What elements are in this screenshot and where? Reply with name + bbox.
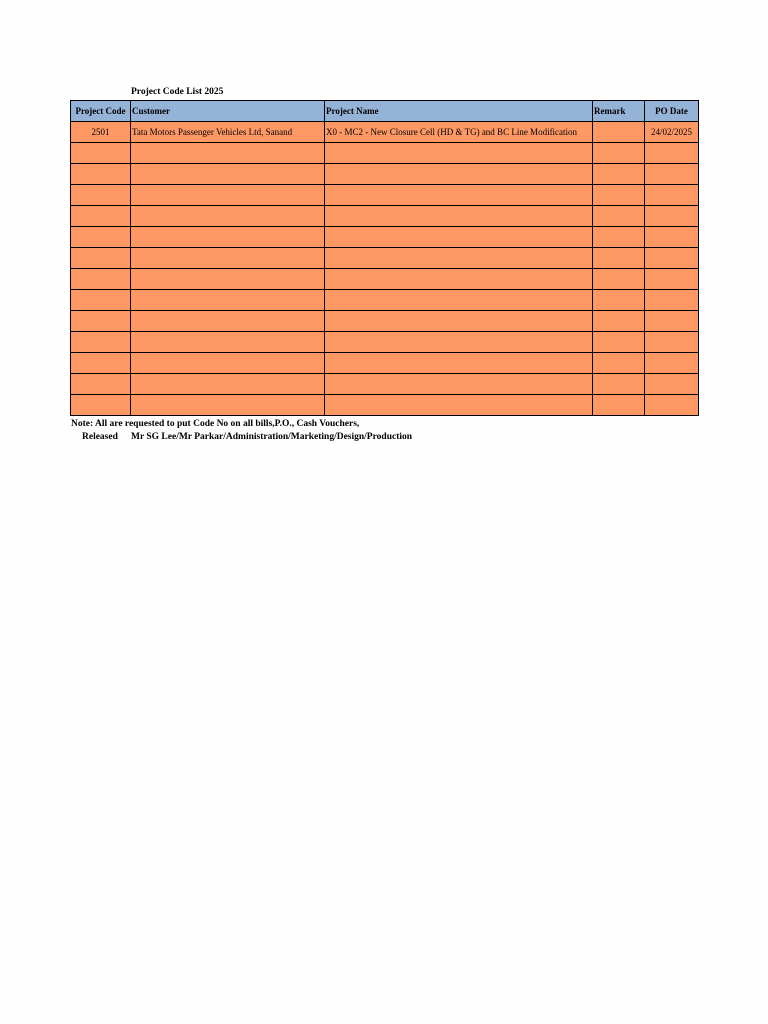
cell-po-date[interactable] <box>645 374 699 395</box>
cell-project-name[interactable] <box>325 143 593 164</box>
cell-remark[interactable] <box>593 395 645 416</box>
cell-po-date[interactable] <box>645 311 699 332</box>
page-title: Project Code List 2025 <box>131 87 224 97</box>
cell-project-name[interactable] <box>325 164 593 185</box>
cell-po-date[interactable] <box>645 227 699 248</box>
cell-project-code[interactable]: 2501 <box>71 122 131 143</box>
table-row <box>71 185 699 206</box>
cell-po-date[interactable] <box>645 206 699 227</box>
cell-customer[interactable] <box>131 206 325 227</box>
cell-po-date[interactable] <box>645 332 699 353</box>
cell-project-name[interactable] <box>325 290 593 311</box>
cell-remark[interactable] <box>593 185 645 206</box>
table-row <box>71 143 699 164</box>
cell-remark[interactable] <box>593 269 645 290</box>
table-row <box>71 164 699 185</box>
cell-customer[interactable] <box>131 290 325 311</box>
cell-po-date[interactable] <box>645 395 699 416</box>
cell-po-date[interactable] <box>645 185 699 206</box>
project-code-table <box>70 100 699 416</box>
table-row <box>71 206 699 227</box>
cell-customer[interactable] <box>131 332 325 353</box>
cell-project-name[interactable] <box>325 185 593 206</box>
cell-remark[interactable] <box>593 311 645 332</box>
released-label: Released <box>82 432 118 442</box>
cell-po-date[interactable] <box>645 143 699 164</box>
cell-project-name[interactable] <box>325 248 593 269</box>
cell-project-name[interactable] <box>325 353 593 374</box>
cell-po-date[interactable] <box>645 248 699 269</box>
cell-customer[interactable] <box>131 143 325 164</box>
cell-customer[interactable] <box>131 269 325 290</box>
cell-remark[interactable] <box>593 353 645 374</box>
cell-po-date[interactable] <box>645 164 699 185</box>
cell-project-name[interactable]: X0 - MC2 - New Closure Cell (HD & TG) and BC Line Modification <box>325 122 593 143</box>
cell-project-code[interactable] <box>71 185 131 206</box>
cell-project-name[interactable] <box>325 206 593 227</box>
cell-customer[interactable] <box>131 248 325 269</box>
table-body <box>71 122 699 416</box>
cell-customer[interactable] <box>131 353 325 374</box>
cell-remark[interactable] <box>593 332 645 353</box>
cell-project-code[interactable] <box>71 332 131 353</box>
cell-project-code[interactable] <box>71 290 131 311</box>
cell-remark[interactable] <box>593 290 645 311</box>
header-project-code[interactable]: Project Code <box>71 101 131 122</box>
cell-remark[interactable] <box>593 374 645 395</box>
table-row <box>71 353 699 374</box>
cell-project-name[interactable] <box>325 395 593 416</box>
cell-project-code[interactable] <box>71 269 131 290</box>
cell-customer[interactable] <box>131 395 325 416</box>
table-row <box>71 290 699 311</box>
cell-po-date[interactable] <box>645 269 699 290</box>
cell-remark[interactable] <box>593 164 645 185</box>
cell-project-code[interactable] <box>71 353 131 374</box>
cell-project-code[interactable] <box>71 164 131 185</box>
cell-remark[interactable] <box>593 206 645 227</box>
cell-project-code[interactable] <box>71 374 131 395</box>
cell-customer[interactable] <box>131 164 325 185</box>
cell-customer[interactable]: Tata Motors Passenger Vehicles Ltd, Sanand <box>131 122 325 143</box>
cell-project-code[interactable] <box>71 395 131 416</box>
header-project-name[interactable]: Project Name <box>325 101 593 122</box>
cell-remark[interactable] <box>593 227 645 248</box>
table-row <box>71 227 699 248</box>
table-row <box>71 248 699 269</box>
header-remark[interactable]: Remark <box>593 101 645 122</box>
cell-po-date[interactable] <box>645 353 699 374</box>
header-customer[interactable]: Customer <box>131 101 325 122</box>
table-row <box>71 269 699 290</box>
cell-project-name[interactable] <box>325 311 593 332</box>
cell-customer[interactable] <box>131 311 325 332</box>
note-text: Note: All are requested to put Code No on all bills,P.O., Cash Vouchers, <box>71 419 360 429</box>
cell-project-name[interactable] <box>325 227 593 248</box>
table-row <box>71 332 699 353</box>
header-po-date[interactable]: PO Date <box>645 101 699 122</box>
cell-remark[interactable] <box>593 143 645 164</box>
cell-project-name[interactable] <box>325 332 593 353</box>
table-row <box>71 395 699 416</box>
cell-po-date[interactable]: 24/02/2025 <box>645 122 699 143</box>
cell-project-code[interactable] <box>71 206 131 227</box>
table-header-row <box>71 101 699 122</box>
cell-remark[interactable] <box>593 248 645 269</box>
table-row <box>71 311 699 332</box>
cell-project-code[interactable] <box>71 248 131 269</box>
released-value: Mr SG Lee/Mr Parkar/Administration/Marketing/Design/Production <box>131 432 413 442</box>
cell-remark[interactable] <box>593 122 645 143</box>
cell-project-name[interactable] <box>325 374 593 395</box>
cell-project-code[interactable] <box>71 227 131 248</box>
cell-project-name[interactable] <box>325 269 593 290</box>
cell-project-code[interactable] <box>71 143 131 164</box>
cell-customer[interactable] <box>131 374 325 395</box>
cell-po-date[interactable] <box>645 290 699 311</box>
cell-customer[interactable] <box>131 185 325 206</box>
cell-project-code[interactable] <box>71 311 131 332</box>
cell-customer[interactable] <box>131 227 325 248</box>
table-row <box>71 374 699 395</box>
table-row <box>71 122 699 143</box>
